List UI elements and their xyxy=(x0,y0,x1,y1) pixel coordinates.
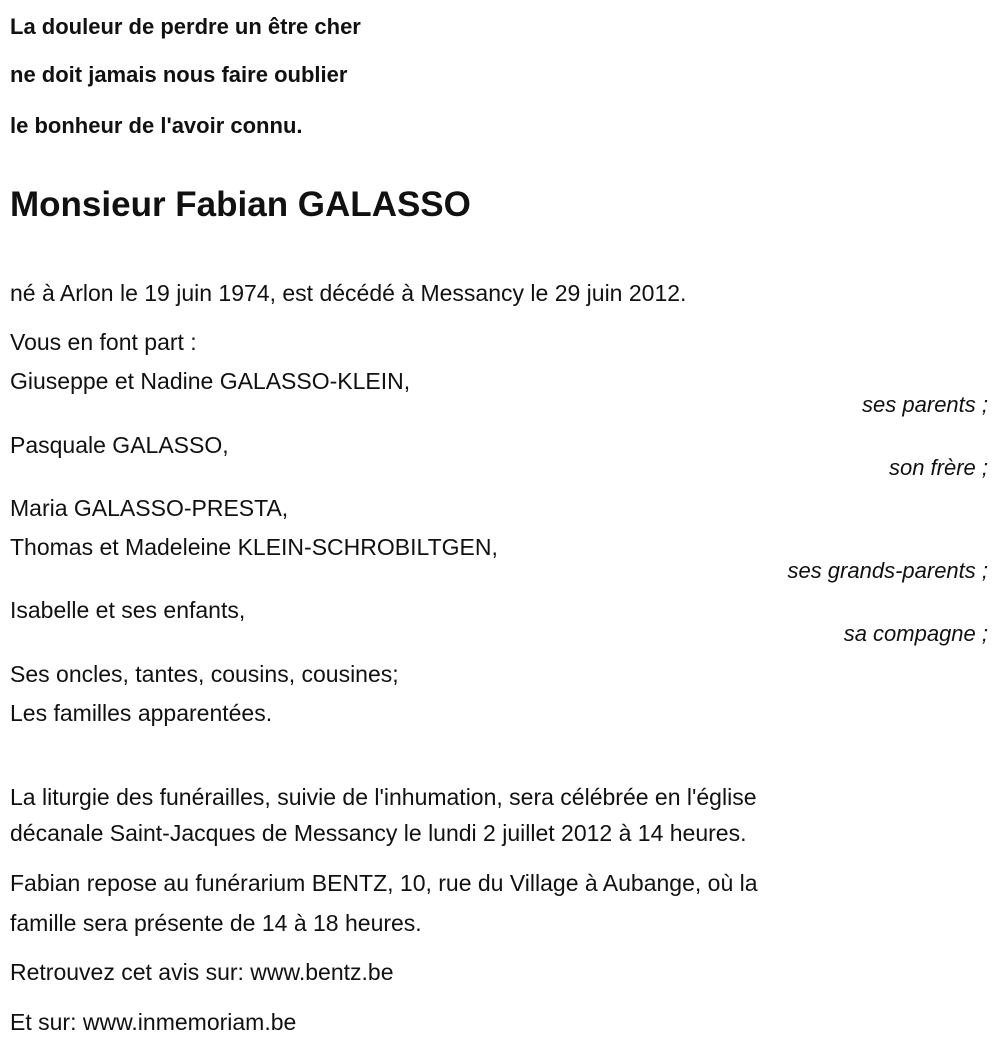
service-line-2: décanale Saint-Jacques de Messancy le lundi 2 juillet 2012 à 14 heures. xyxy=(10,820,747,846)
birth-death-text: né à Arlon le 19 juin 1974, est décédé à Messancy le 29 juin 2012. xyxy=(10,280,687,306)
page-title: Monsieur Fabian GALASSO xyxy=(10,185,471,224)
link-bentz: Retrouvez cet avis sur: www.bentz.be xyxy=(10,959,394,985)
role-parents: ses parents ; xyxy=(862,392,988,417)
rest-line-2: famille sera présente de 14 à 18 heures. xyxy=(10,910,422,936)
quote-line-3: le bonheur de l'avoir connu. xyxy=(10,113,303,138)
family-others-2: Les familles apparentées. xyxy=(10,700,273,726)
intro-text: Vous en font part : xyxy=(10,329,197,355)
family-partner: Isabelle et ses enfants, xyxy=(10,597,246,623)
link-inmemoriam: Et sur: www.inmemoriam.be xyxy=(10,1009,297,1035)
quote-line-1: La douleur de perdre un être cher xyxy=(10,14,361,39)
family-brother: Pasquale GALASSO, xyxy=(10,432,229,458)
family-others-1: Ses oncles, tantes, cousins, cousines; xyxy=(10,661,399,687)
family-parents: Giuseppe et Nadine GALASSO-KLEIN, xyxy=(10,368,411,394)
role-partner: sa compagne ; xyxy=(843,621,988,646)
role-grandparents: ses grands-parents ; xyxy=(787,558,988,583)
rest-line-1: Fabian repose au funérarium BENTZ, 10, rue du Village à Aubange, où la xyxy=(10,870,758,896)
family-grandparent-1: Maria GALASSO-PRESTA, xyxy=(10,495,289,521)
role-brother: son frère ; xyxy=(888,455,988,480)
service-line-1: La liturgie des funérailles, suivie de l'inhumation, sera célébrée en l'église xyxy=(10,784,757,810)
quote-line-2: ne doit jamais nous faire oublier xyxy=(10,62,348,87)
family-grandparent-2: Thomas et Madeleine KLEIN-SCHROBILTGEN, xyxy=(10,534,498,560)
